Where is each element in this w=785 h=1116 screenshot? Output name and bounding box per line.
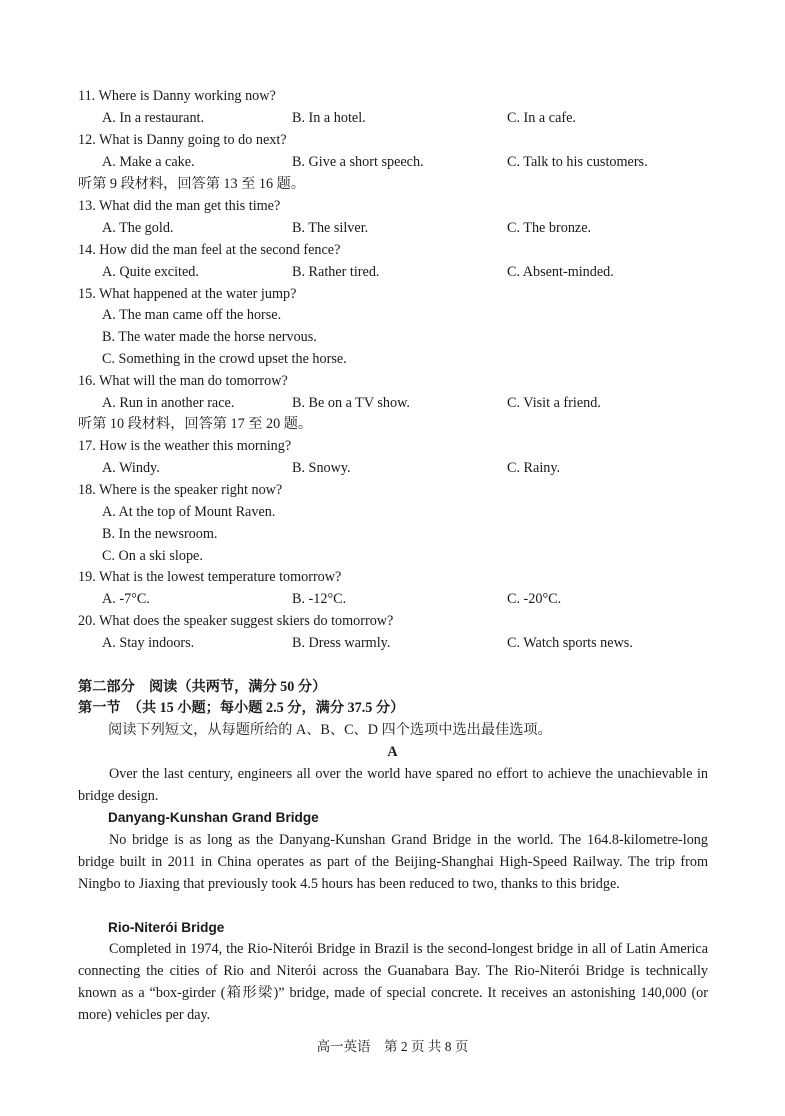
q13-option-a: A. The gold. [102, 220, 174, 236]
q19-option-c: C. -20°C. [507, 591, 562, 607]
section1-title: 第一节 （共 15 小题；每小题 2.5 分，满分 37.5 分） [78, 700, 405, 716]
question-19: 19. What is the lowest temperature tomorrow? [78, 569, 342, 585]
page-footer: 高一英语 第 2 页 共 8 页 [316, 1039, 469, 1054]
question-18: 18. Where is the speaker right now? [78, 482, 283, 498]
instruction-segment-9: 听第 9 段材料，回答第 13 至 16 题。 [78, 176, 306, 192]
question-17: 17. How is the weather this morning? [78, 438, 292, 454]
question-11: 11. Where is Danny working now? [78, 88, 276, 104]
q15-option-a: A. The man came off the horse. [102, 307, 282, 323]
bridge1-title: Danyang-Kunshan Grand Bridge [108, 810, 319, 825]
question-15: 15. What happened at the water jump? [78, 286, 297, 302]
q20-option-c: C. Watch sports news. [507, 635, 633, 651]
q14-option-a: A. Quite excited. [102, 264, 199, 280]
q16-option-a: A. Run in another race. [102, 395, 235, 411]
q14-option-c: C. Absent-minded. [507, 264, 614, 280]
q20-option-a: A. Stay indoors. [102, 635, 195, 651]
question-13: 13. What did the man get this time? [78, 198, 281, 214]
q12-option-b: B. Give a short speech. [292, 154, 424, 170]
q11-option-a: A. In a restaurant. [102, 110, 205, 126]
bridge1-text: No bridge is as long as the Danyang-Kunshan Grand Bridge in the world. The 164.8-kilometre-long bridge built in 2011 in China operates as part of the Beijing-Shanghai High-Speed Railway. The trip from Ningbo to Jiaxing that previously took 4.5 hours has been reduced to two, thanks to this bridge. [78, 832, 708, 892]
q12-option-a: A. Make a cake. [102, 154, 195, 170]
q19-option-a: A. -7°C. [102, 591, 150, 607]
instruction-segment-10: 听第 10 段材料，回答第 17 至 20 题。 [78, 416, 313, 432]
q20-option-b: B. Dress warmly. [292, 635, 391, 651]
question-14: 14. How did the man feel at the second fence? [78, 242, 341, 258]
q19-option-b: B. -12°C. [292, 591, 347, 607]
bridge2-title: Rio-Niterói Bridge [108, 920, 225, 935]
q16-option-c: C. Visit a friend. [507, 395, 601, 411]
q16-option-b: B. Be on a TV show. [292, 395, 410, 411]
q18-option-b: B. In the newsroom. [102, 526, 218, 542]
question-20: 20. What does the speaker suggest skiers do tomorrow? [78, 613, 394, 629]
passage-label: A [387, 744, 398, 760]
q13-option-b: B. The silver. [292, 220, 369, 236]
question-16: 16. What will the man do tomorrow? [78, 373, 288, 389]
q15-option-b: B. The water made the horse nervous. [102, 329, 317, 345]
q11-option-b: B. In a hotel. [292, 110, 366, 126]
q17-option-b: B. Snowy. [292, 460, 351, 476]
reading-direction: 阅读下列短文，从每题所给的 A、B、C、D 四个选项中选出最佳选项。 [108, 722, 552, 738]
q11-option-c: C. In a cafe. [507, 110, 576, 126]
q14-option-b: B. Rather tired. [292, 264, 380, 280]
part2-title: 第二部分 阅读（共两节，满分 50 分） [78, 679, 327, 695]
q18-option-a: A. At the top of Mount Raven. [102, 504, 276, 520]
q12-option-c: C. Talk to his customers. [507, 154, 648, 170]
q15-option-c: C. Something in the crowd upset the horse. [102, 351, 347, 367]
bridge2-text: Completed in 1974, the Rio-Niterói Bridge in Brazil is the second-longest bridge in all of Latin America connecting the cities of Rio and Niterói across the Guanabara Bay. The Rio-Niterói Bridge is technically known as a “box-girder (箱形梁)” bridge, made of special concrete. It receives an astonishing 140,000 (or more) vehicles per day. [78, 941, 708, 1023]
q18-option-c: C. On a ski slope. [102, 548, 203, 564]
question-12: 12. What is Danny going to do next? [78, 132, 287, 148]
q17-option-a: A. Windy. [102, 460, 160, 476]
passage-intro: Over the last century, engineers all over the world have spared no effort to achieve the unachievable in bridge design. [78, 766, 708, 804]
q13-option-c: C. The bronze. [507, 220, 592, 236]
q17-option-c: C. Rainy. [507, 460, 561, 476]
